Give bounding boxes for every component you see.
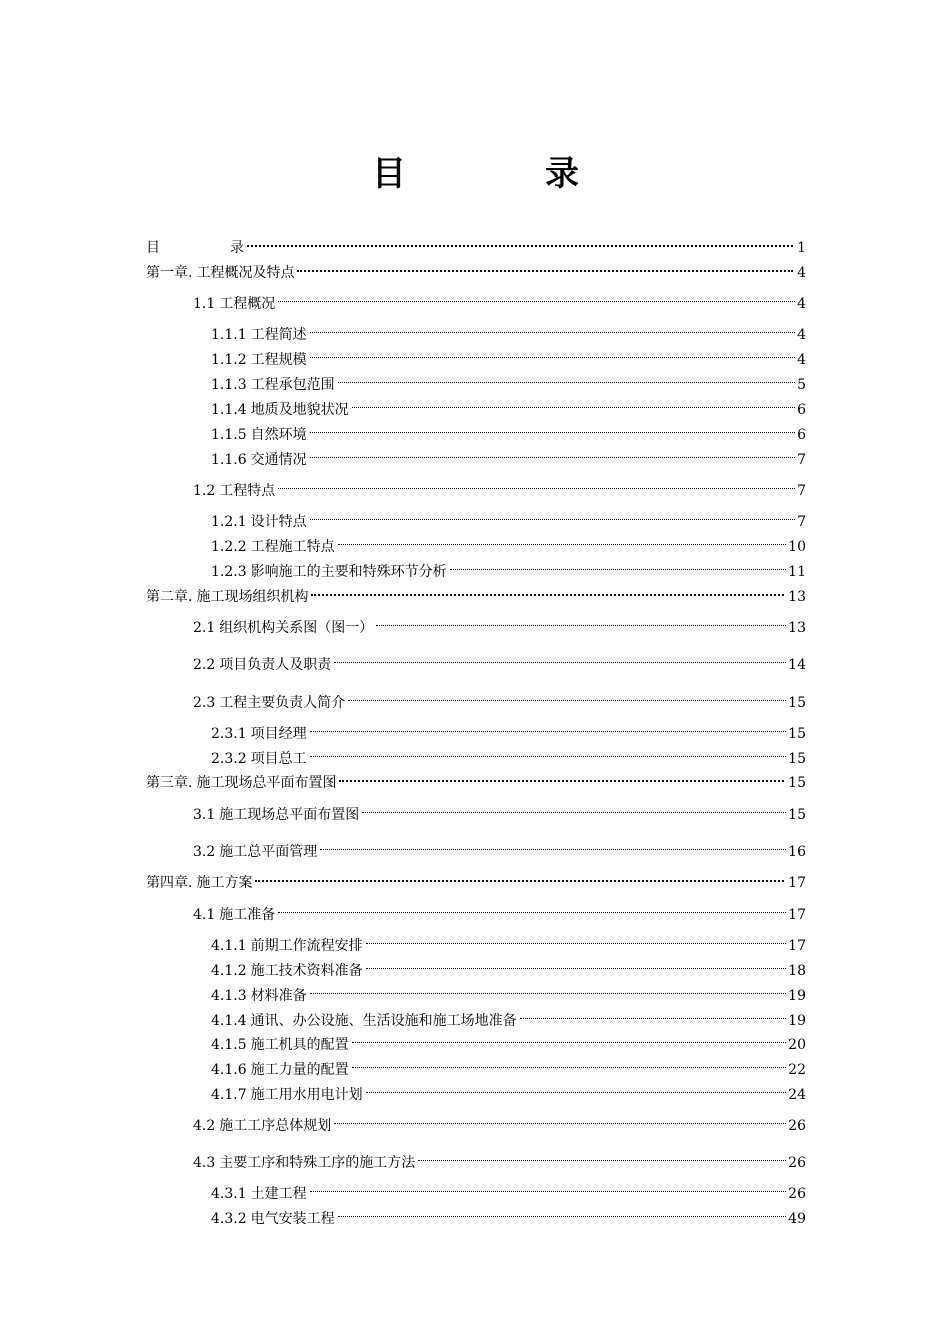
toc-number: 1.1.2 [211, 352, 247, 368]
toc-section[interactable] [193, 647, 806, 673]
toc-page-number: 26 [788, 1118, 806, 1134]
toc-subsection[interactable] [211, 953, 806, 979]
toc-page-number: 15 [788, 726, 806, 742]
toc-number: 4.1.6 [211, 1062, 247, 1078]
toc-subsection[interactable] [211, 392, 806, 418]
toc-title: 施工现场总平面布置图 [196, 775, 337, 791]
toc-subsection[interactable] [211, 442, 806, 468]
dot-leader [297, 255, 793, 277]
dot-leader [334, 1108, 786, 1130]
toc-title: 工程承包范围 [250, 377, 335, 393]
toc-title: 项目总工 [250, 751, 307, 767]
toc-page-number: 17 [788, 875, 806, 891]
toc-number: 2.2 [193, 657, 216, 673]
toc-page-number: 19 [788, 1013, 806, 1029]
toc-subsection[interactable] [211, 1176, 806, 1202]
toc-page-number: 19 [788, 988, 806, 1004]
toc-title: 施工方案 [196, 875, 253, 891]
toc-subsection[interactable] [211, 342, 806, 368]
toc-section[interactable] [193, 797, 806, 823]
dot-leader [278, 897, 786, 919]
toc-number: 4.1 [193, 907, 216, 923]
dot-leader [338, 1201, 787, 1223]
toc-number: 1.1 [193, 296, 216, 312]
toc-title: 施工现场组织机构 [196, 589, 309, 605]
toc-title: 影响施工的主要和特殊环节分析 [250, 564, 447, 580]
toc-title: 自然环境 [250, 427, 307, 443]
dot-leader [310, 317, 795, 339]
toc-subsection[interactable] [211, 1201, 806, 1227]
toc-subsection[interactable] [211, 1052, 806, 1078]
toc-subsection[interactable] [211, 504, 806, 530]
toc-title: 工程施工特点 [250, 539, 335, 555]
toc-number: 2.3 [193, 695, 216, 711]
toc-number: 1.1.5 [211, 427, 247, 443]
toc-section[interactable] [193, 685, 806, 711]
dot-leader [362, 797, 786, 819]
toc-subsection[interactable] [211, 529, 806, 555]
toc-chapter[interactable] [146, 579, 806, 605]
page-title [0, 150, 950, 200]
toc-title: 工程概况 [219, 296, 276, 312]
toc-page-number: 15 [788, 807, 806, 823]
toc-number: 4.1.4 [211, 1013, 247, 1029]
dot-leader [278, 286, 795, 308]
toc-title: 施工机具的配置 [250, 1037, 349, 1053]
toc-number: 1.1.6 [211, 452, 247, 468]
toc-chapter[interactable] [146, 865, 806, 891]
toc-subsection[interactable] [211, 1003, 806, 1029]
toc-subsection[interactable] [211, 1027, 806, 1053]
dot-leader [310, 417, 795, 439]
toc-chapter[interactable] [146, 765, 806, 791]
toc-page-number: 1 [797, 240, 806, 256]
toc-page-number: 15 [788, 751, 806, 767]
dot-leader [338, 367, 795, 389]
toc-page-number: 4 [797, 265, 806, 281]
dot-leader [255, 865, 784, 887]
toc-title: 项目经理 [250, 726, 307, 742]
toc-title: 材料准备 [250, 988, 307, 1004]
toc-page-number: 6 [797, 402, 806, 418]
toc-page-number: 16 [788, 844, 806, 860]
toc-title: 施工总平面管理 [219, 844, 318, 860]
toc-page-number: 10 [788, 539, 806, 555]
dot-leader [366, 953, 787, 975]
toc-subsection[interactable] [211, 317, 806, 343]
toc-title: 通讯、办公设施、生活设施和施工场地准备 [250, 1013, 517, 1029]
toc-page-number: 7 [797, 452, 806, 468]
toc-chapter[interactable] [146, 230, 806, 256]
toc-number: 1.2 [193, 483, 216, 499]
toc-page-number: 20 [788, 1037, 806, 1053]
toc-subsection[interactable] [211, 928, 806, 954]
toc-title: 录 [230, 240, 244, 256]
toc-subsection[interactable] [211, 1077, 806, 1103]
toc-number: 第四章. [146, 875, 193, 891]
toc-number: 4.1.3 [211, 988, 247, 1004]
dot-leader [352, 392, 795, 414]
dot-leader [310, 504, 795, 526]
dot-leader [311, 579, 784, 601]
toc-title: 工程主要负责人简介 [219, 695, 346, 711]
toc-section[interactable] [193, 473, 806, 499]
toc-subsection[interactable] [211, 978, 806, 1004]
toc-number: 4.2 [193, 1118, 216, 1134]
toc-title: 地质及地貌状况 [250, 402, 349, 418]
toc-number: 第三章. [146, 775, 193, 791]
toc-title: 主要工序和特殊工序的施工方法 [219, 1155, 416, 1171]
dot-leader [247, 230, 793, 252]
toc-title: 施工准备 [219, 907, 276, 923]
dot-leader [376, 610, 786, 632]
dot-leader [450, 554, 787, 576]
toc-number: 1.2.1 [211, 514, 247, 530]
toc-section[interactable] [193, 1145, 806, 1171]
toc-number: 3.2 [193, 844, 216, 860]
dot-leader [310, 978, 787, 1000]
dot-leader [366, 928, 787, 950]
toc-page-number: 26 [788, 1186, 806, 1202]
toc-subsection[interactable] [211, 716, 806, 742]
toc-title: 项目负责人及职责 [219, 657, 332, 673]
toc-number: 2.3.2 [211, 751, 247, 767]
toc-page-number: 15 [788, 695, 806, 711]
toc-page-number: 24 [788, 1087, 806, 1103]
toc-page-number: 7 [797, 514, 806, 530]
toc-number: 4.1.1 [211, 938, 247, 954]
toc-number: 4.1.2 [211, 963, 247, 979]
toc-title: 施工用水用电计划 [250, 1087, 363, 1103]
dot-leader [310, 342, 795, 364]
toc-title: 交通情况 [250, 452, 307, 468]
toc-page-number: 7 [797, 483, 806, 499]
toc-page-number: 18 [788, 963, 806, 979]
toc-title: 前期工作流程安排 [250, 938, 363, 954]
toc-page-number: 15 [788, 775, 806, 791]
title-char-2: 录 [545, 154, 579, 194]
toc-page-number: 49 [788, 1211, 806, 1227]
dot-leader [310, 1176, 787, 1198]
toc-number: 4.3.2 [211, 1211, 247, 1227]
toc-title: 工程规模 [250, 352, 307, 368]
dot-leader [348, 685, 786, 707]
dot-leader [352, 1027, 787, 1049]
toc-subsection[interactable] [211, 417, 806, 443]
toc-page-number: 4 [797, 296, 806, 312]
toc-section[interactable] [193, 834, 806, 860]
toc-title: 施工工序总体规划 [219, 1118, 332, 1134]
toc-number: 2.3.1 [211, 726, 247, 742]
toc-page-number: 22 [788, 1062, 806, 1078]
dot-leader [334, 647, 786, 669]
toc-chapter[interactable] [146, 255, 806, 281]
toc-page-number: 4 [797, 352, 806, 368]
toc-number: 3.1 [193, 807, 216, 823]
toc-number: 4.3 [193, 1155, 216, 1171]
toc-title: 组织机构关系图（图一） [219, 620, 374, 636]
toc-number: 4.1.5 [211, 1037, 247, 1053]
dot-leader [278, 473, 795, 495]
toc-subsection[interactable] [211, 367, 806, 393]
title-char-1: 目 [372, 154, 406, 194]
toc-section[interactable] [193, 610, 806, 636]
dot-leader [310, 442, 795, 464]
dot-leader [520, 1003, 787, 1025]
toc-page-number: 17 [788, 907, 806, 923]
dot-leader [320, 834, 786, 856]
toc-number: 2.1 [193, 620, 216, 636]
toc-section[interactable] [193, 897, 806, 923]
toc-subsection[interactable] [211, 741, 806, 767]
toc-page-number: 13 [788, 589, 806, 605]
dot-leader [339, 765, 784, 787]
toc-page-number: 5 [797, 377, 806, 393]
toc-number: 1.1.3 [211, 377, 247, 393]
dot-leader [366, 1077, 787, 1099]
toc-number: 4.3.1 [211, 1186, 247, 1202]
toc-title: 工程简述 [250, 327, 307, 343]
toc-title: 电气安装工程 [250, 1211, 335, 1227]
toc-number: 4.1.7 [211, 1087, 247, 1103]
dot-leader [310, 741, 787, 763]
toc-title: 施工技术资料准备 [250, 963, 363, 979]
toc-page-number: 26 [788, 1155, 806, 1171]
toc-number: 1.1.4 [211, 402, 247, 418]
toc-page-number: 11 [788, 564, 806, 580]
toc-page-number: 6 [797, 427, 806, 443]
toc-number: 第二章. [146, 589, 193, 605]
toc-title: 工程概况及特点 [196, 265, 295, 281]
dot-leader [418, 1145, 786, 1167]
toc-section[interactable] [193, 1108, 806, 1134]
dot-leader [338, 529, 787, 551]
dot-leader [352, 1052, 787, 1074]
toc-title: 施工现场总平面布置图 [219, 807, 360, 823]
toc-number: 目 [146, 240, 160, 256]
toc-number: 1.2.2 [211, 539, 247, 555]
toc-title: 设计特点 [250, 514, 307, 530]
toc-title: 土建工程 [250, 1186, 307, 1202]
toc-section[interactable] [193, 286, 806, 312]
dot-leader [310, 716, 787, 738]
toc-page-number: 13 [788, 620, 806, 636]
toc-number: 1.1.1 [211, 327, 247, 343]
toc-page-number: 4 [797, 327, 806, 343]
toc-number: 第一章. [146, 265, 193, 281]
toc-subsection[interactable] [211, 554, 806, 580]
toc-title: 施工力量的配置 [250, 1062, 349, 1078]
toc-page-number: 17 [788, 938, 806, 954]
toc-title: 工程特点 [219, 483, 276, 499]
toc-page-number: 14 [788, 657, 806, 673]
toc-number: 1.2.3 [211, 564, 247, 580]
